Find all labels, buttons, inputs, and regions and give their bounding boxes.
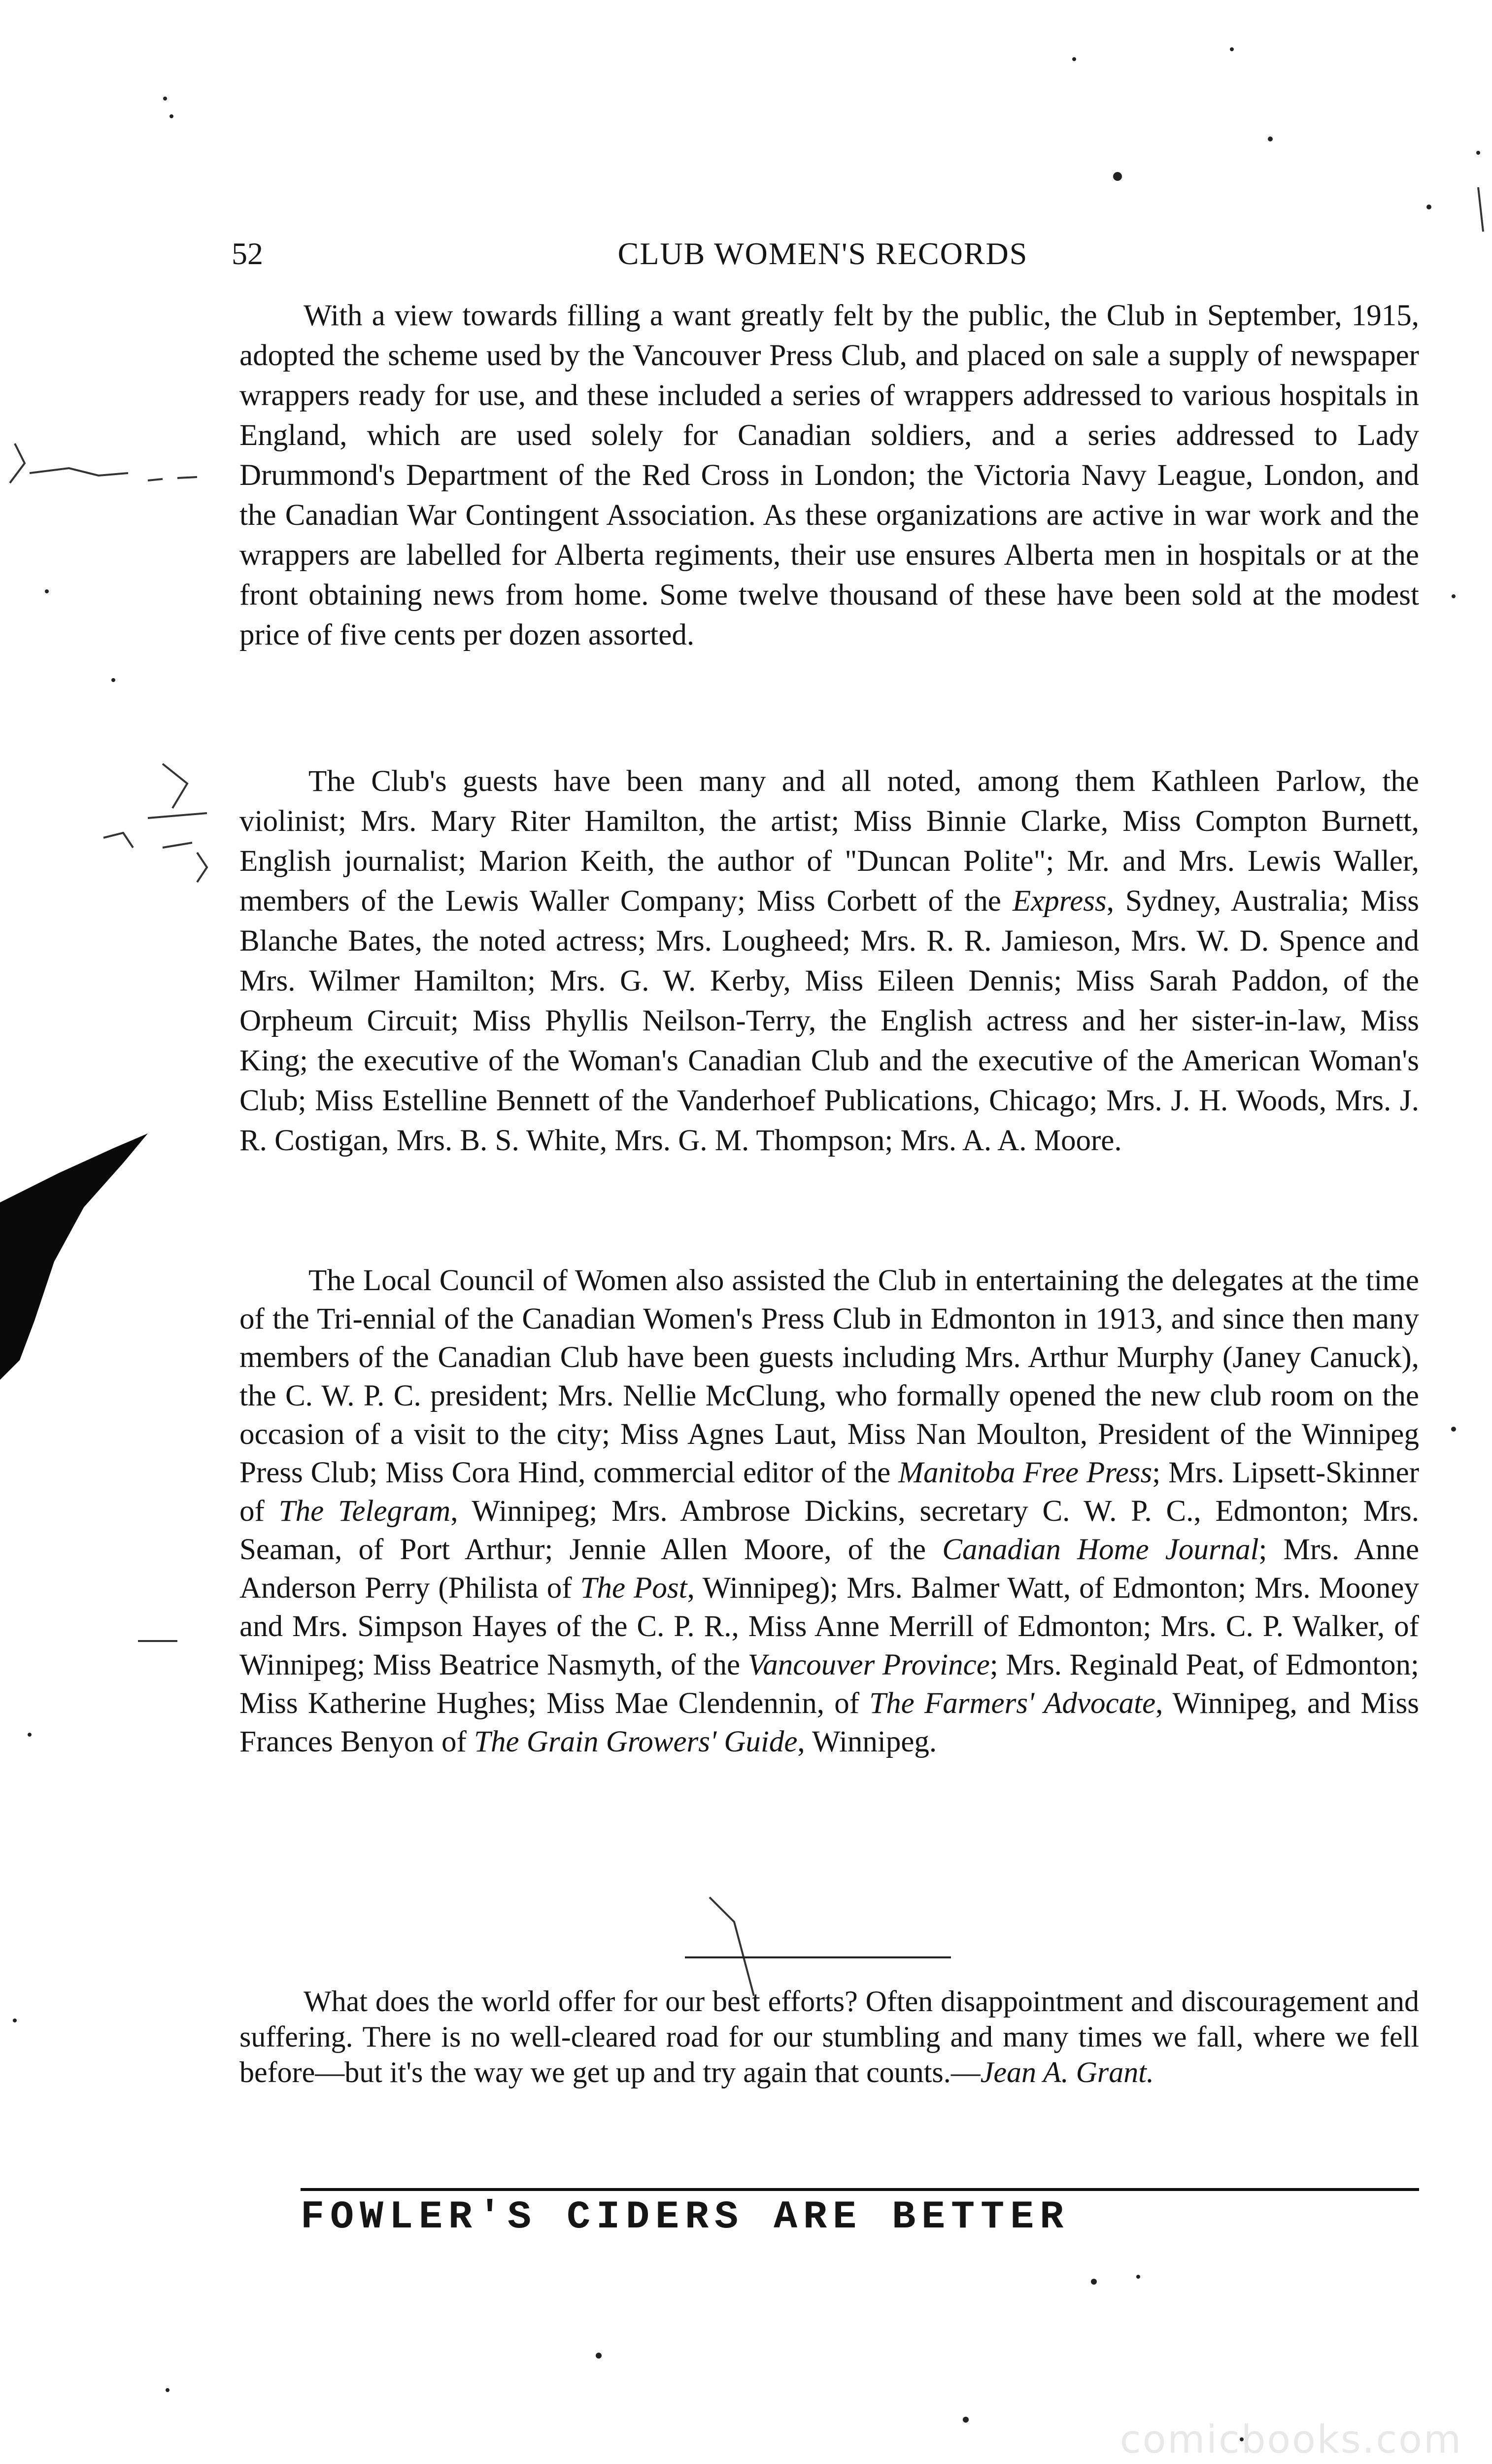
paragraph-newspaper-wrappers: With a view towards filling a want greatly felt by the public, the Club in September, 1915, adopted the scheme used by the Vancouver Press Club, and placed on sale a supply of newspaper wrappers ready for use, and these included a series of wrappers addressed to various hospitals in England, which are used solely for Canadian soldiers, and a series addressed to Lady Drummond's Department of the Red Cross in London; the Victoria Navy League, London, and the Canadian War Contingent Association. As these organizations are active in war work and the wrappers are labelled for Alberta regiments, their use ensures Alberta men in hospitals or at the front obtaining news from home. Some twelve thousand of these have been sold at the modest price of five cents per dozen assorted. [239, 299, 1419, 651]
publication-title: The Telegram [278, 1495, 451, 1528]
quotation-author: Jean A. Grant. [980, 2056, 1154, 2088]
paragraph-text: The Club's guests have been many and all noted, among them Kathleen Parlow, the violinist; Mrs. Mary Riter Hamilton, the artist; Miss Binnie Clarke, Miss Compton Burnett, English journalist; Marion Keith, the author of "Duncan Polite"; Mr. and Mrs. Lewis Waller, members of the Lewis Waller Company; Miss Corbett of the [239, 765, 1419, 918]
running-title: CLUB WOMEN'S RECORDS [617, 236, 1028, 271]
publication-title: The Farmers' Advocate [869, 1687, 1156, 1720]
paragraph-text: , Winnipeg, and Miss Frances Benyon of [239, 1687, 1419, 1758]
page-number: 52 [232, 236, 263, 271]
paragraph-club-guests [239, 761, 1419, 1161]
ink-smudge [0, 1133, 148, 1380]
paragraph-local-council [239, 1262, 1419, 1761]
publication-title: The Post [580, 1572, 687, 1605]
paragraph-text: , Winnipeg. [797, 1725, 937, 1758]
publication-title: Vancouver Province [747, 1648, 990, 1681]
page-header [232, 232, 1414, 276]
paragraph-text: ; Mrs. Lipsett-Skinner of [239, 1456, 1420, 1528]
paragraph-text: , Winnipeg; Mrs. Ambrose Dickins, secretary C. W. P. C., Edmonton; Mrs. Seaman, of Port Arthur; Jennie Allen Moore, of the [239, 1495, 1419, 1566]
paragraph-text: ; Mrs. Anne Anderson Perry (Philista of [239, 1533, 1420, 1605]
publication-title: Canadian Home Journal [942, 1533, 1259, 1566]
advertisement-banner: FOWLER'S CIDERS ARE BETTER [301, 2195, 1070, 2240]
section-divider [685, 1956, 951, 1958]
paragraph-text: ; Mrs. Reginald Peat, of Edmonton; Miss Katherine Hughes; Miss Mae Clendennin, of [239, 1648, 1419, 1720]
paragraph-text: , Winnipeg); Mrs. Balmer Watt, of Edmonton; Mrs. Mooney and Mrs. Simpson Hayes of the C. P. R., Miss Anne Merrill of Edmonton; Mrs. C. P. Walker, of Winnipeg; Miss Beatrice Nasmyth, of the [239, 1572, 1419, 1681]
publication-title: Express [1012, 885, 1107, 918]
publication-title: The Grain Growers' Guide [474, 1725, 798, 1758]
watermark: comicbooks.com [1119, 2418, 1462, 2462]
paragraph-text: , Sydney, Australia; Miss Blanche Bates, the noted actress; Mrs. Lougheed; Mrs. R. R. Jamieson, Mrs. W. D. Spence and Mrs. Wilmer Hamilton; Mrs. G. W. Kerby, Miss Eileen Dennis; Miss Sarah Paddon, of the Orpheum Circuit; Miss Phyllis Neilson-Terry, the English actress and her sister-in-law, Miss King; the executive of the Woman's Canadian Club and the executive of the American Woman's Club; Miss Estelline Bennett of the Vanderhoef Publications, Chicago; Mrs. J. H. Woods, Mrs. J. R. Costigan, Mrs. B. S. White, Mrs. G. M. Thompson; Mrs. A. A. Moore. [239, 885, 1419, 1157]
publication-title: Manitoba Free Press [898, 1456, 1153, 1489]
quotation [239, 1984, 1419, 2090]
quotation-text: What does the world offer for our best efforts? Often disappointment and discouragement and suffering. There is no well-cleared road for our stumbling and many times we fall, where we fell before—but it's the way we get up and try again that counts.— [239, 1985, 1419, 2088]
paragraph-text: The Local Council of Women also assisted the Club in entertaining the delegates at the time of the Tri-ennial of the Canadian Women's Press Club in Edmonton in 1913, and since then many members of the Canadian Club have been guests including Mrs. Arthur Murphy (Janey Canuck), the C. W. P. C. president; Mrs. Nellie McClung, who formally opened the new club room on the occasion of a visit to the city; Miss Agnes Laut, Miss Nan Moulton, President of the Winnipeg Press Club; Miss Cora Hind, commercial editor of the [239, 1264, 1419, 1489]
